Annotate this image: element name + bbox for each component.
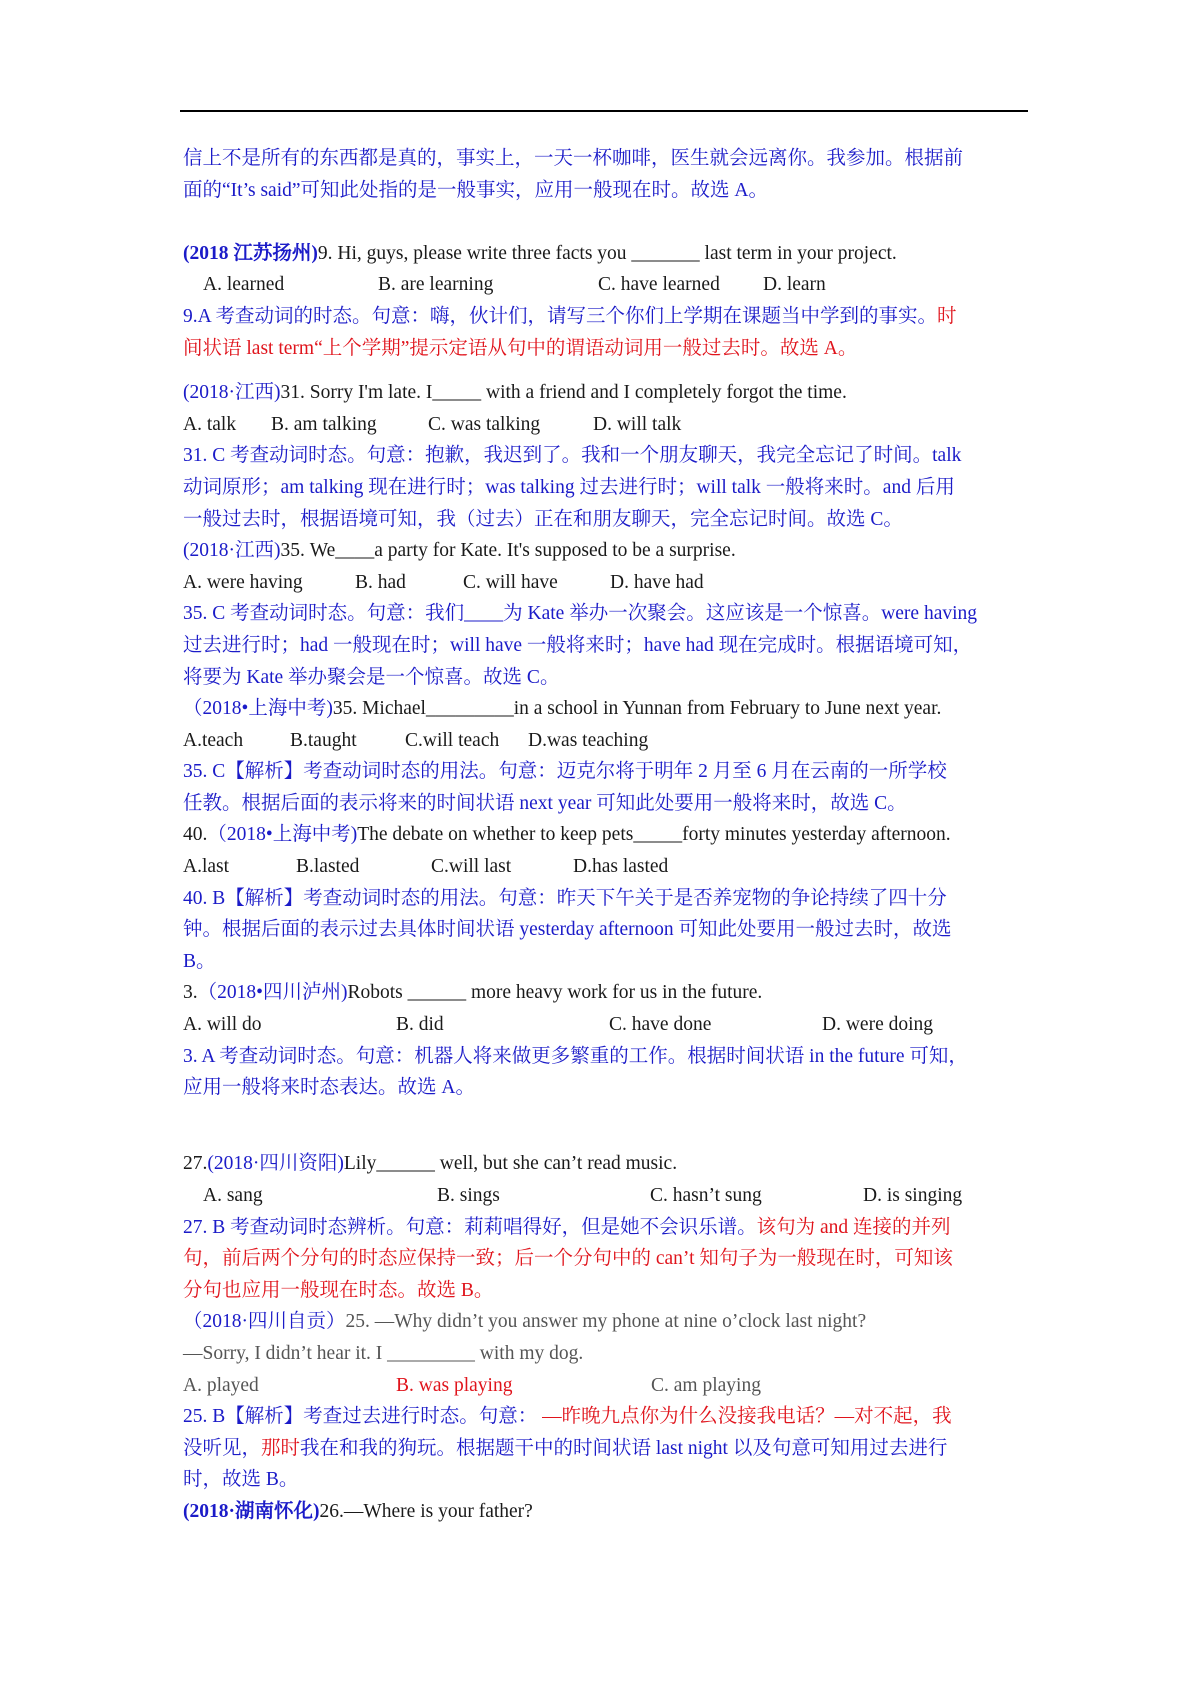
option-d: D. have had	[610, 571, 704, 593]
question-source: （2018·四川自贡）	[183, 1311, 346, 1333]
answer-line: 35. C【解析】考查动词时态的用法。句意：迈克尔将于明年 2 月至 6 月在云南的一所学校	[183, 761, 947, 783]
answer-line: 动词原形；am talking 现在进行时；was talking 过去进行时；will talk 一般将来时。and 后用	[183, 476, 955, 498]
option-c: C. was talking	[428, 413, 541, 435]
question-text: The debate on whether to keep pets_____forty minutes yesterday afternoon.	[357, 824, 951, 846]
question-options	[183, 409, 1028, 441]
question-stem	[183, 819, 1028, 851]
answer-line	[183, 1212, 1028, 1244]
answer-text: 我在和我的狗玩。根据题干中的时间状语 last night 以及句意可知用过去进行	[300, 1437, 948, 1459]
question-options	[183, 1009, 1028, 1041]
option-d: D. is singing	[863, 1185, 963, 1206]
option-c: C. am playing	[651, 1374, 761, 1396]
option-b: B. are learning	[378, 274, 494, 296]
option-b: B. am talking	[271, 413, 377, 435]
question-stem	[183, 1496, 1028, 1528]
answer-line: 时，故选 B。	[183, 1469, 299, 1491]
question-stem	[183, 238, 1028, 270]
question-text: 31. Sorry I'm late. I_____ with a friend and I completely forgot the time.	[280, 382, 847, 404]
question-source: (2018·江西)	[183, 382, 281, 404]
question-options	[183, 1180, 1028, 1212]
question-stem	[183, 977, 1028, 1009]
question-options	[183, 269, 1028, 301]
answer-line: 35. C 考查动词时态。句意：我们____为 Kate 举办一次聚会。这应该是一个惊喜。were having	[183, 603, 978, 625]
answer-line	[183, 1401, 1028, 1433]
intro-line: 信上不是所有的东西都是真的，事实上，一天一杯咖啡，医生就会远离你。我参加。根据前	[183, 148, 964, 169]
option-a: A. played	[183, 1374, 259, 1396]
answer-line: 一般过去时，根据语境可知，我（过去）正在和朋友聊天，完全忘记时间。故选 C。	[183, 508, 903, 530]
question-options	[183, 567, 1028, 599]
answer-line: 任教。根据后面的表示将来的时间状语 next year 可知此处要用一般将来时，故选 C。	[183, 792, 907, 814]
answer-line: 40. B【解析】考查动词时态的用法。句意：昨天下午关于是否养宠物的争论持续了四十分	[183, 887, 947, 909]
question-text: 35. Michael_________in a school in Yunnan from February to June next year.	[332, 698, 942, 720]
answer-highlight: —昨晚九点你为什么没接我电话？—对不起，我	[542, 1406, 952, 1428]
document-body	[183, 143, 1028, 1528]
question-text: 25. —Why didn’t you answer my phone at nine o’clock last night?	[345, 1311, 867, 1333]
question-text: 9. Hi, guys, please write three facts you _______ last term in your project.	[317, 242, 897, 264]
question-stem	[183, 1148, 1028, 1180]
option-d: D.was teaching	[528, 729, 649, 751]
answer-text: 25. B【解析】考查过去进行时态。句意：	[183, 1406, 538, 1428]
question-source: （2018•上海中考)	[207, 824, 358, 846]
answer-line: 31. C 考查动词时态。句意：抱歉，我迟到了。我和一个朋友聊天，我完全忘记了时间。talk	[183, 445, 962, 467]
option-a: A. were having	[183, 571, 303, 593]
option-d: D. were doing	[822, 1014, 934, 1036]
question-source: (2018 江苏扬州)	[183, 242, 318, 264]
option-d: D. learn	[763, 274, 826, 296]
answer-text: 27. B 考查动词时态辨析。句意：莉莉唱得好，但是她不会识乐谱。	[183, 1216, 757, 1238]
question-source: (2018·湖南怀化)	[183, 1500, 320, 1522]
option-b: B. did	[396, 1014, 444, 1036]
option-b: B.lasted	[296, 856, 360, 878]
question-source: (2018·江西)	[183, 540, 281, 562]
question-stem	[183, 535, 1028, 567]
option-b: B.taught	[290, 729, 357, 751]
question-stem: —Sorry, I didn’t hear it. I _________ with my dog.	[183, 1342, 584, 1364]
option-b: B. sings	[437, 1185, 500, 1206]
answer-line: 分句也应用一般现在时态。故选 B。	[183, 1279, 494, 1301]
option-a: A. sang	[203, 1185, 263, 1206]
question-source: （2018•四川泸州)	[197, 982, 348, 1004]
question-stem	[183, 377, 1028, 409]
answer-highlight: 那时	[261, 1437, 301, 1459]
question-number: 40.	[183, 824, 208, 846]
answer-line	[183, 301, 1028, 333]
question-options	[183, 1370, 1028, 1402]
question-source: （2018•上海中考)	[183, 698, 333, 720]
answer-line: 句，前后两个分句的时态应保持一致；后一个分句中的 can’t 知句子为一般现在时，可知该	[183, 1248, 953, 1270]
question-options	[183, 725, 1028, 757]
option-a: A. talk	[183, 413, 237, 435]
answer-line: 将要为 Kate 举办聚会是一个惊喜。故选 C。	[183, 666, 560, 688]
intro-line: 面的“It’s said”可知此处指的是一般事实，应用一般现在时。故选 A。	[183, 179, 768, 201]
header-rule	[180, 110, 1028, 112]
option-a: A.teach	[183, 729, 244, 751]
option-b: B. had	[355, 571, 406, 593]
answer-line: 钟。根据后面的表示过去具体时间状语 yesterday afternoon 可知此处要用一般过去时，故选	[183, 919, 952, 941]
option-c: C.will teach	[405, 729, 500, 751]
answer-line: 3. A 考查动词时态。句意：机器人将来做更多繁重的工作。根据时间状语 in the future 可知，	[183, 1045, 968, 1067]
option-d: D. will talk	[593, 413, 682, 435]
answer-highlight: 该句为 and 连接的并列	[756, 1216, 951, 1238]
option-a: A. will do	[183, 1014, 262, 1036]
answer-line: 间状语 last term“上个学期”提示定语从句中的谓语动词用一般过去时。故选 A。	[183, 337, 858, 359]
option-c: C.will last	[431, 856, 512, 878]
question-stem	[183, 693, 1028, 725]
question-number: 27.	[183, 1153, 208, 1175]
question-text: 26.—Where is your father?	[319, 1500, 533, 1522]
option-c: C. will have	[463, 571, 558, 593]
answer-highlight: 时	[937, 305, 957, 327]
question-source: (2018·四川资阳)	[207, 1153, 344, 1175]
question-text: Lily______ well, but she can’t read music.	[343, 1153, 678, 1175]
answer-line: 应用一般将来时态表达。故选 A。	[183, 1077, 475, 1099]
option-a: A. learned	[203, 274, 285, 296]
option-c: C. have learned	[598, 274, 720, 296]
answer-line	[183, 1433, 1028, 1465]
option-c: C. have done	[609, 1014, 712, 1036]
question-number: 3.	[183, 982, 198, 1004]
question-stem	[183, 1306, 1028, 1338]
option-a: A.last	[183, 856, 230, 878]
option-c: C. hasn’t sung	[650, 1185, 762, 1206]
question-text: 35. We____a party for Kate. It's supposed to be a surprise.	[280, 540, 736, 562]
answer-line: B。	[183, 950, 216, 972]
answer-line: 过去进行时；had 一般现在时；will have 一般将来时；have had 现在完成时。根据语境可知，	[183, 634, 973, 656]
question-options	[183, 851, 1028, 883]
question-text: Robots ______ more heavy work for us in the future.	[347, 982, 763, 1004]
answer-text: 没听见，	[183, 1437, 262, 1459]
option-b: B. was playing	[396, 1374, 513, 1396]
option-d: D.has lasted	[573, 856, 669, 878]
answer-text: 9.A 考查动词的时态。句意：嗨，伙计们，请写三个你们上学期在课题当中学到的事实。	[183, 305, 938, 327]
